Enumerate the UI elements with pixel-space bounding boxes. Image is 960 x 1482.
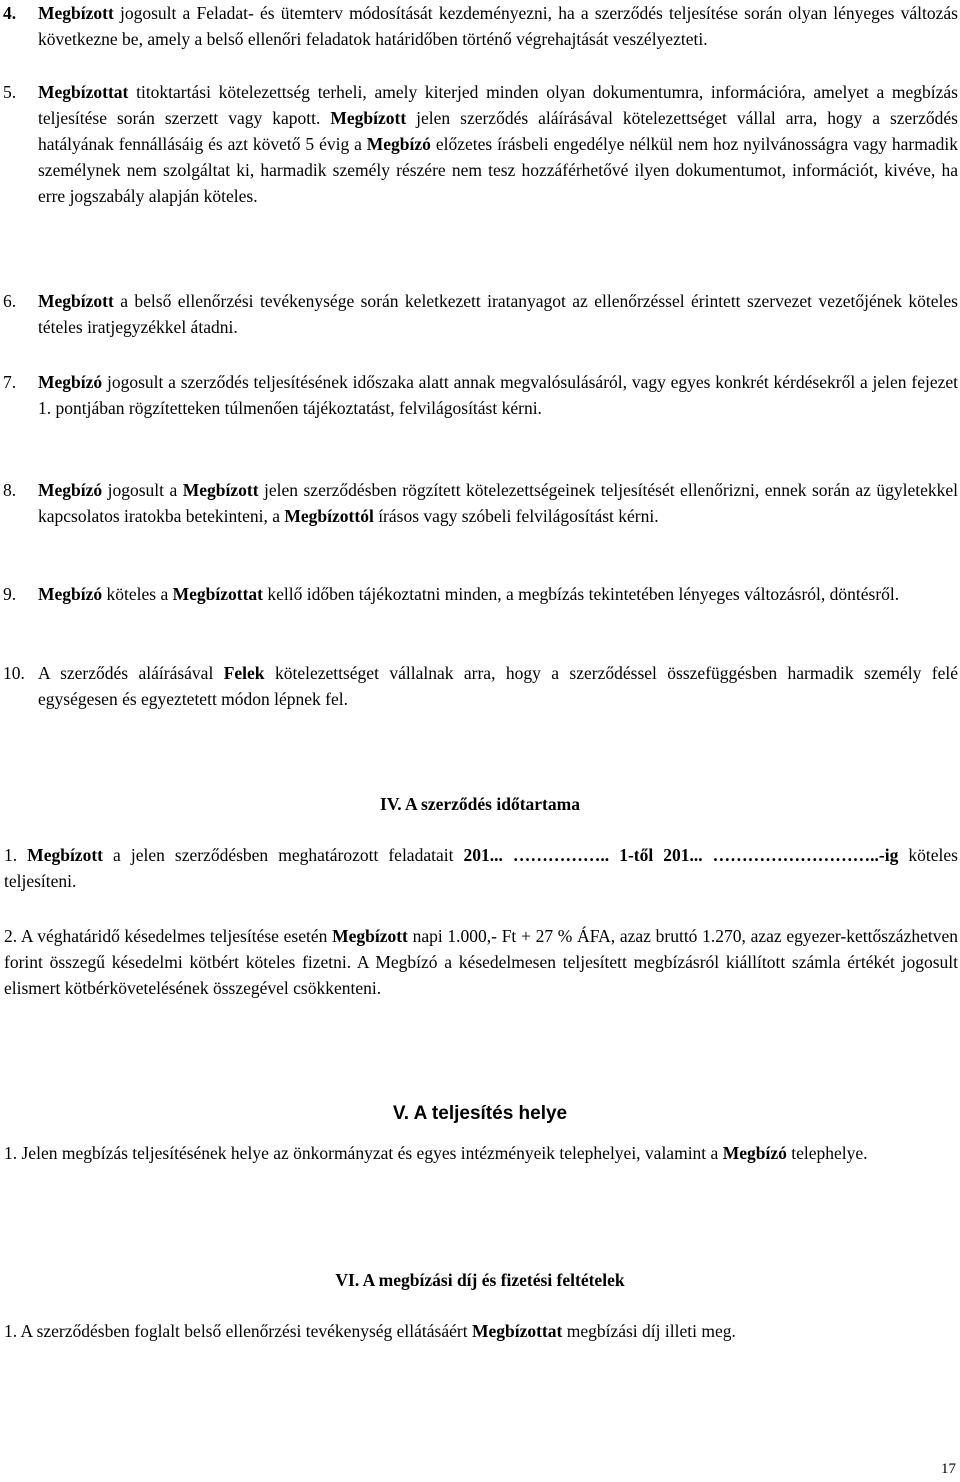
bold-term: Megbízó (38, 480, 103, 500)
page-number: 17 (941, 1461, 956, 1477)
bold-term: 201... …………….. 1-től 201... ………………………..-ig (463, 845, 899, 865)
bold-term: Megbízottól (284, 506, 374, 526)
clause-text: A szerződés aláírásával Felek kötelezettséget vállalnak arra, hogy a szerződéssel összefüggésben harmadik személy felé egységesen és egyeztetett módon lépnek fel. (38, 663, 958, 709)
section-v-heading: V. A teljesítés helye (392, 1103, 568, 1124)
clause-6 (0, 288, 958, 340)
clause-number: 5. (3, 82, 17, 102)
bold-term: Megbízottat (172, 584, 264, 604)
section-vi-paragraph-1 (0, 1318, 958, 1344)
section-vi-heading: VI. A megbízási díj és fizetési feltételek (335, 1270, 625, 1290)
bold-term: Megbízott (27, 845, 103, 865)
clause-number: 6. (3, 291, 17, 311)
bold-term: Megbízó (722, 1143, 787, 1163)
clause-text: Megbízott jogosult a Feladat- és ütemterv módosítását kezdeményezni, ha a szerződés teljesítése során olyan lényeges változás következne be, amely a belső ellenőri feladatok határidőben történő végrehajtását veszélyezteti. (38, 3, 958, 49)
clause-5 (0, 79, 958, 209)
clause-text: Megbízó jogosult a szerződés teljesítésének időszaka alatt annak megvalósulásáról, vagy egyes konkrét kérdésekről a jelen fejezet 1. pontjában rögzítetteken túlmenően tájékoztatást, felvilágosítást kérni. (38, 372, 958, 418)
clause-9 (0, 581, 958, 607)
clause-text: Megbízó köteles a Megbízottat kellő időben tájékoztatni minden, a megbízás tekintetében lényeges változásról, döntésről. (38, 584, 900, 604)
clause-text: Megbízó jogosult a Megbízott jelen szerződésben rögzített kötelezettségeinek teljesítését ellenőrizni, ennek során az ügyletekkel kapcsolatos iratokba betekinteni, a Megbízottól írásos vagy szóbeli felvilágosítást kérni. (38, 480, 958, 526)
bold-term: Megbízott (38, 291, 114, 311)
clause-number: 10. (3, 663, 25, 683)
bold-term: Megbízott (332, 926, 408, 946)
clause-text: Megbízottat titoktartási kötelezettség terheli, amely kiterjed minden olyan dokumentumra, információra, amelyet a megbízás teljesítése során szerzett vagy kapott. Megbízott jelen szerződés aláírásával kötelezettséget vállal arra, hogy a szerződés hatályának fennállásáig és azt követő 5 évig a Megbízó előzetes írásbeli engedélye nélkül nem hoz nyilvánosságra vagy harmadik személynek nem szolgáltat ki, harmadik személy részére nem tesz hozzáférhetővé ilyen dokumentumot, információt, kivéve, ha erre jogszabály alapján köteles. (38, 82, 958, 206)
bold-term: Megbízó (38, 372, 103, 392)
clause-10 (0, 660, 958, 712)
clause-number: 7. (3, 372, 17, 392)
clause-number: 4. (3, 3, 17, 23)
clause-8 (0, 477, 958, 529)
bold-term: Megbízott (182, 480, 259, 500)
section-v-text-1: 1. Jelen megbízás teljesítésének helye az önkormányzat és egyes intézményeik telephelyei, valamint a Megbízó telephelye. (4, 1143, 868, 1163)
bold-term: Megbízott (330, 108, 407, 128)
clause-text: Megbízott a belső ellenőrzési tevékenysége során keletkezett iratanyagot az ellenőrzéssel érintett szervezet vezetőjének köteles tételes iratjegyzékkel átadni. (38, 291, 958, 337)
bold-term: Megbízott (38, 3, 114, 23)
clause-7 (0, 369, 958, 421)
clause-number: 9. (3, 584, 17, 604)
section-v-paragraph-1 (0, 1140, 958, 1166)
section-iv-text-2: 2. A véghatáridő késedelmes teljesítése esetén Megbízott napi 1.000,- Ft + 27 % ÁFA, azaz bruttó 1.270, azaz egyezer-kettőszázhetven forint összegű késedelmi kötbért köteles fizetni. A Megbízó a késedelmesen teljesített megbízásról kiállított számla értékét jogosult elismert kötbérkövetelésének összegével csökkenteni. (4, 926, 958, 998)
section-iv-paragraph-1 (0, 842, 958, 894)
bold-term: Felek (223, 663, 265, 683)
bold-term: Megbízó (366, 134, 431, 154)
section-iv-paragraph-2 (0, 923, 958, 1001)
bold-term: Megbízó (38, 584, 103, 604)
section-vi-text-1: 1. A szerződésben foglalt belső ellenőrzési tevékenység ellátásáért Megbízottat megbízási díj illeti meg. (4, 1321, 736, 1341)
section-iv-text-1: 1. Megbízott a jelen szerződésben meghatározott feladatait 201... …………….. 1-től 201... ………………………..-ig köteles teljesíteni. (4, 845, 958, 891)
bold-term: Megbízottat (38, 82, 129, 102)
bold-term: Megbízottat (471, 1321, 563, 1341)
clause-number: 8. (3, 480, 17, 500)
section-iv-heading: IV. A szerződés időtartama (380, 794, 580, 814)
clause-4 (0, 0, 958, 52)
